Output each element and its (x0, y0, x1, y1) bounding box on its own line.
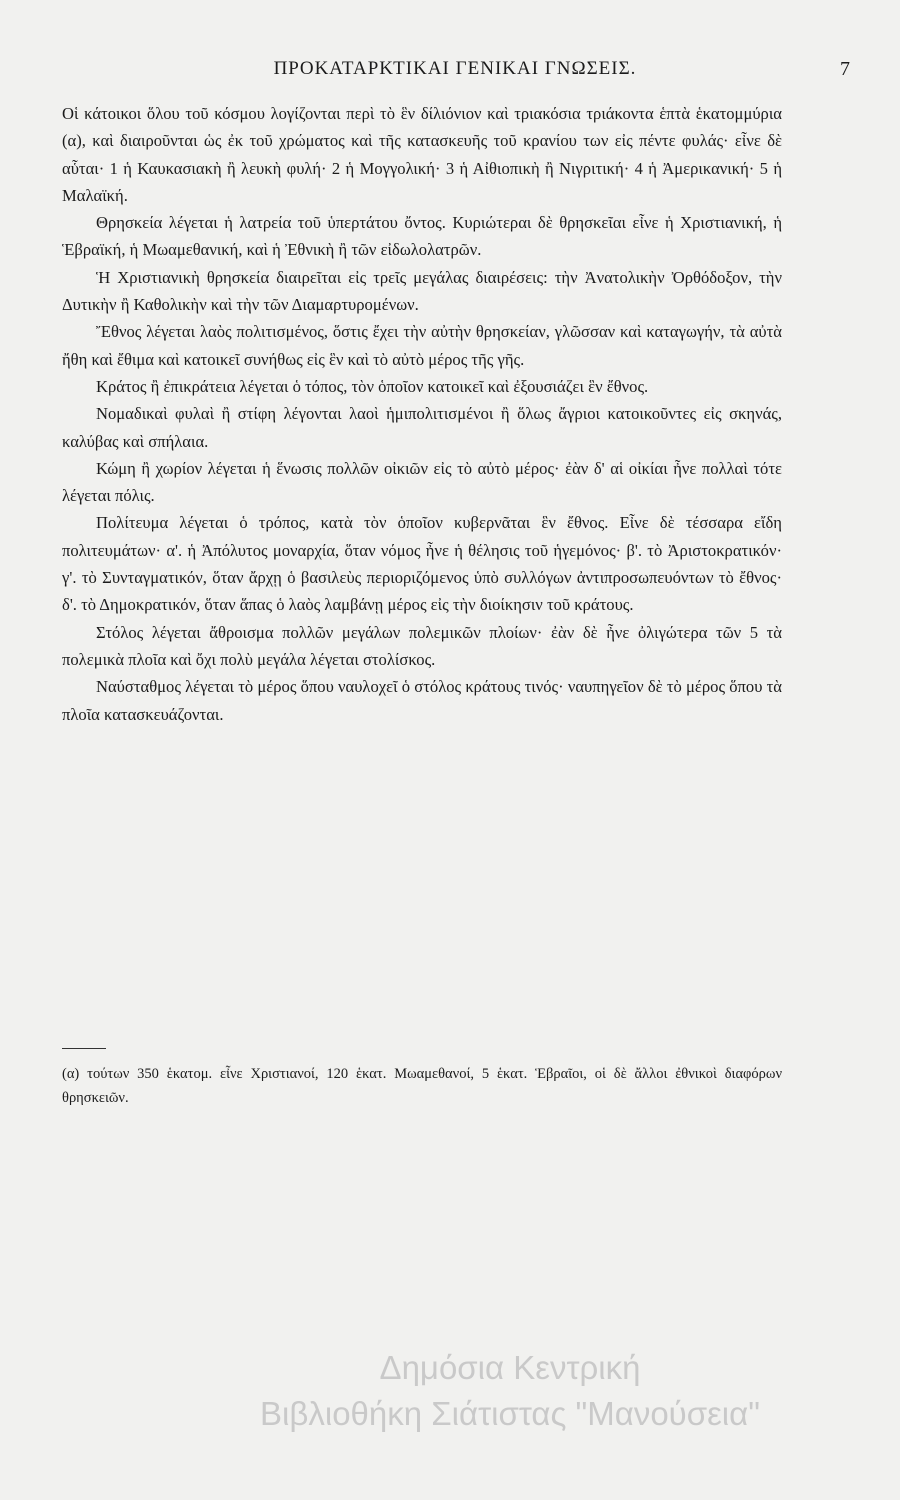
paragraph-population: Οἱ κάτοικοι ὅλου τοῦ κόσμου λογίζονται περὶ τὸ ἓν δίλιόνιον καὶ τριακόσια τριάκοντα ἑπτὰ ἑκατομμύρια (α), καὶ διαιροῦνται ὡς ἐκ τοῦ χρώματος καὶ τῆς κατασκευῆς τοῦ κρανίου των εἰς πέντε φυλάς· εἶνε δὲ αὗται· 1 ἡ Καυκασιακὴ ἢ λευκὴ φυλή· 2 ἡ Μογγολική· 3 ἡ Αἰθιοπικὴ ἢ Νιγριτική· 4 ἡ Ἀμερικανική· 5 ἡ Μαλαϊκή. (62, 104, 782, 205)
footnote-divider (62, 1048, 106, 1049)
paragraph-state: Κράτος ἢ ἐπικράτεια λέγεται ὁ τόπος, τὸν ὁποῖον κατοικεῖ καὶ ἐξουσιάζει ἓν ἔθνος. (96, 376, 649, 396)
paragraph-religion: Θρησκεία λέγεται ἡ λατρεία τοῦ ὑπερτάτου ὄντος. Κυριώτεραι δὲ θρησκεῖαι εἶνε ἡ Χριστιανική, ἡ Ἑβραϊκή, ἡ Μωαμεθανική, καὶ ἡ Ἐθνικὴ ἢ τῶν εἰδωλολατρῶν. (62, 213, 782, 260)
paragraph-village: Κώμη ἢ χωρίον λέγεται ἡ ἕνωσις πολλῶν οἰκιῶν εἰς τὸ αὐτὸ μέρος· ἐὰν δ' αἱ οἰκίαι ἦνε πολλαὶ τότε λέγεται πόλις. (62, 458, 782, 506)
watermark-line-1: Δημόσια Κεντρική (379, 1349, 641, 1386)
paragraph-naval-base: Ναύσταθμος λέγεται τὸ μέρος ὅπου ναυλοχεῖ ὁ στόλος κράτους τινός· ναυπηγεῖον δὲ τὸ μέρος ὅπου τὰ πλοῖα κατασκευάζονται. (62, 677, 782, 724)
watermark-line-2: Βιβλιοθήκη Σιάτιστας "Μανούσεια" (260, 1395, 760, 1432)
paragraph-nation: Ἔθνος λέγεται λαὸς πολιτισμένος, ὅστις ἔχει τὴν αὐτὴν θρησκείαν, γλῶσσαν καὶ καταγωγήν, τὰ αὐτὰ ἤθη καὶ ἔθιμα καὶ κατοικεῖ συνήθως εἰς ἓν καὶ τὸ αὐτὸ μέρος τῆς γῆς. (62, 322, 782, 369)
running-head: ΠΡΟΚΑΤΑΡΚΤΙΚΑΙ ΓΕΝΙΚΑΙ ΓΝΩΣΕΙΣ. (273, 58, 637, 79)
page-number: 7 (840, 58, 850, 80)
body-text (62, 100, 782, 728)
library-watermark (160, 1345, 860, 1437)
paragraph-government: Πολίτευμα λέγεται ὁ τρόπος, κατὰ τὸν ὁποῖον κυβερνᾶται ἓν ἔθνος. Εἶνε δὲ τέσσαρα εἴδη πολιτευμάτων· α'. ἡ Ἀπόλυτος μοναρχία, ὅταν νόμος ἦνε ἡ θέλησις τοῦ ἡγεμόνος· β'. τὸ Ἀριστοκρατικόν· γ'. τὸ Συνταγματικόν, ὅταν ἄρχῃ ὁ βασιλεὺς περιοριζόμενος ὑπὸ συλλόγων ἀντιπροσωπευόντων τὸ ἔθνος· δ'. τὸ Δημοκρατικόν, ὅταν ἅπας ὁ λαὸς λαμβάνῃ μέρος εἰς τὴν διοίκησιν τοῦ κράτους. (62, 513, 782, 615)
paragraph-fleet: Στόλος λέγεται ἄθροισμα πολλῶν μεγάλων πολεμικῶν πλοίων· ἐὰν δὲ ἦνε ὀλιγώτερα τῶν 5 τὰ πολεμικὰ πλοῖα καὶ ὄχι πολὺ μεγάλα λέγεται στολίσκος. (62, 622, 782, 669)
footnote: (α) τούτων 350 ἑκατομ. εἶνε Χριστιανοί, 120 ἑκατ. Μωαμεθανοί, 5 ἑκατ. Ἑβραῖοι, οἱ δὲ ἄλλοι ἐθνικοὶ διαφόρων θρησκειῶν. (62, 1066, 782, 1106)
page-header (60, 58, 850, 88)
paragraph-christian: Ἡ Χριστιανικὴ θρησκεία διαιρεῖται εἰς τρεῖς μεγάλας διαιρέσεις: τὴν Ἀνατολικὴν Ὀρθόδοξον, τὴν Δυτικὴν ἢ Καθολικὴν καὶ τὴν τῶν Διαμαρτυρομένων. (62, 267, 782, 315)
paragraph-nomads: Νομαδικαὶ φυλαὶ ἢ στίφη λέγονται λαοὶ ἡμιπολιτισμένοι ἢ ὅλως ἄγριοι κατοικοῦντες εἰς σκηνάς, καλύβας καὶ σπήλαια. (62, 404, 782, 451)
